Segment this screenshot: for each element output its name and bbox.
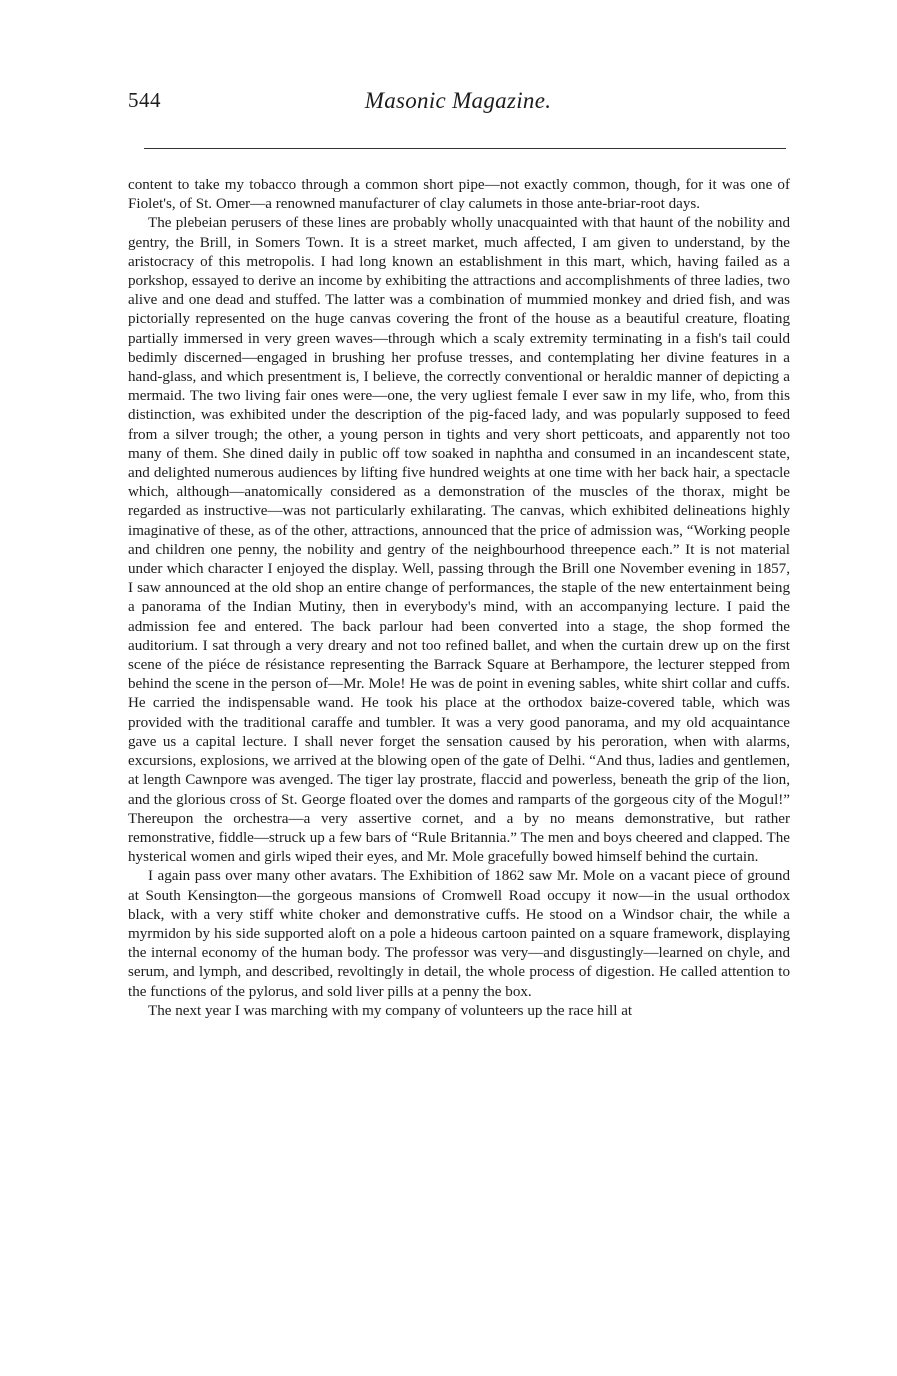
page-number: 544 [128, 88, 161, 112]
paragraph-continued: content to take my tobacco through a common short pipe—not exactly common, though, for it was one of Fiolet's, of St. Omer—a renowned manufacturer of clay calumets in those ante-briar-root days. [128, 177, 790, 213]
article-body [128, 176, 790, 1021]
running-title: Masonic Magazine. [364, 88, 552, 113]
page-header [128, 88, 788, 122]
paragraph-exhibition: I again pass over many other avatars. The Exhibition of 1862 saw Mr. Mole on a vacant piece of ground at South Kensington—the gorgeous mansions of Cromwell Road occupy it now—in the usual orthodox black, with a very stiff white choker and demonstrative cuffs. He stood on a Windsor chair, the while a myrmidon by his side supported aloft on a pole a hideous cartoon painted on a square framework, displaying the internal economy of the human body. The professor was very—and disgustingly—learned on chyle, and serum, and lymph, and described, revoltingly in detail, the whole process of digestion. He called attention to the functions of the pylorus, and sold liver pills at a penny the box. [128, 868, 790, 1000]
header-rule [144, 148, 786, 149]
paragraph-next-year: The next year I was marching with my company of volunteers up the race hill at [148, 1002, 633, 1019]
paragraph-brill: The plebeian perusers of these lines are probably wholly unacquainted with that haunt of the nobility and gentry, the Brill, in Somers Town. It is a street market, much affected, I am given to understand, by the aristocracy of this metropolis. I had long known an establishment in this mart, which, having failed as a porkshop, essayed to derive an income by exhibiting the attractions and accomplishments of three ladies, two alive and one dead and stuffed. The latter was a combination of mummied monkey and dried fish, and was pictorially represented on the huge canvas covering the front of the house as a beautiful creature, floating partially immersed in very green waves—through which a scaly extremity terminating in a fish's tail could bedimly discerned—engaged in brushing her profuse tresses, and contemplating her divine features in a hand-glass, and which presentment is, I believe, the correctly conventional or heraldic manner of depicting a mermaid. The two living fair ones were—one, the very ugliest female I ever saw in my life, who, from this distinction, was exhibited under the description of the pig-faced lady, and was popularly supposed to feed from a silver trough; the other, a young person in tights and very short petticoats, and apparently not too many of them. She dined daily in public off tow soaked in naphtha and consumed in an incandescent state, and delighted numerous audiences by lifting five hundred weights at one time with her back hair, a spectacle which, although—anatomically considered as a demonstration of the muscles of the thorax, might be regarded as instructive—was not particularly exhilarating. The canvas, which exhibited delineations highly imaginative of these, as of the other, attractions, announced that the price of admission was, “Working people and children one penny, the nobility and gentry of the neighbourhood threepence each.” It is not material under which character I enjoyed the display. Well, passing through the Brill one November evening in 1857, I saw announced at the old shop an entire change of performances, the staple of the new entertainment being a panorama of the Indian Mutiny, then in everybody's mind, with an accompanying lecture. I paid the admission fee and entered. The back parlour had been converted into a stage, the shop formed the auditorium. I sat through a very dreary and not too refined ballet, and when the curtain drew up on the first scene of the piéce de résistance representing the Barrack Square at Berhampore, the lecturer stepped from behind the scene in the person of—Mr. Mole! He was de point in evening sables, white shirt collar and cuffs. He carried the indispensable wand. He took his place at the orthodox baize-covered table, which was provided with the traditional caraffe and tumbler. It was a very good panorama, and my old acquaintance gave us a capital lecture. I shall never forget the sensation caused by his peroration, when with alarms, excursions, explosions, we arrived at the blowing open of the gate of Delhi. “And thus, ladies and gentlemen, at length Cawnpore was avenged. The tiger lay prostrate, flaccid and powerless, beneath the grip of the lion, and the glorious cross of St. George floated over the domes and ramparts of the gorgeous city of the Mogul!” Thereupon the orchestra—a very assertive cornet, and a by no means demonstrative, but rather remonstrative, fiddle—struck up a few bars of “Rule Britannia.” The men and boys cheered and clapped. The hysterical women and girls wiped their eyes, and Mr. Mole gracefully bowed himself behind the curtain. [128, 215, 790, 866]
